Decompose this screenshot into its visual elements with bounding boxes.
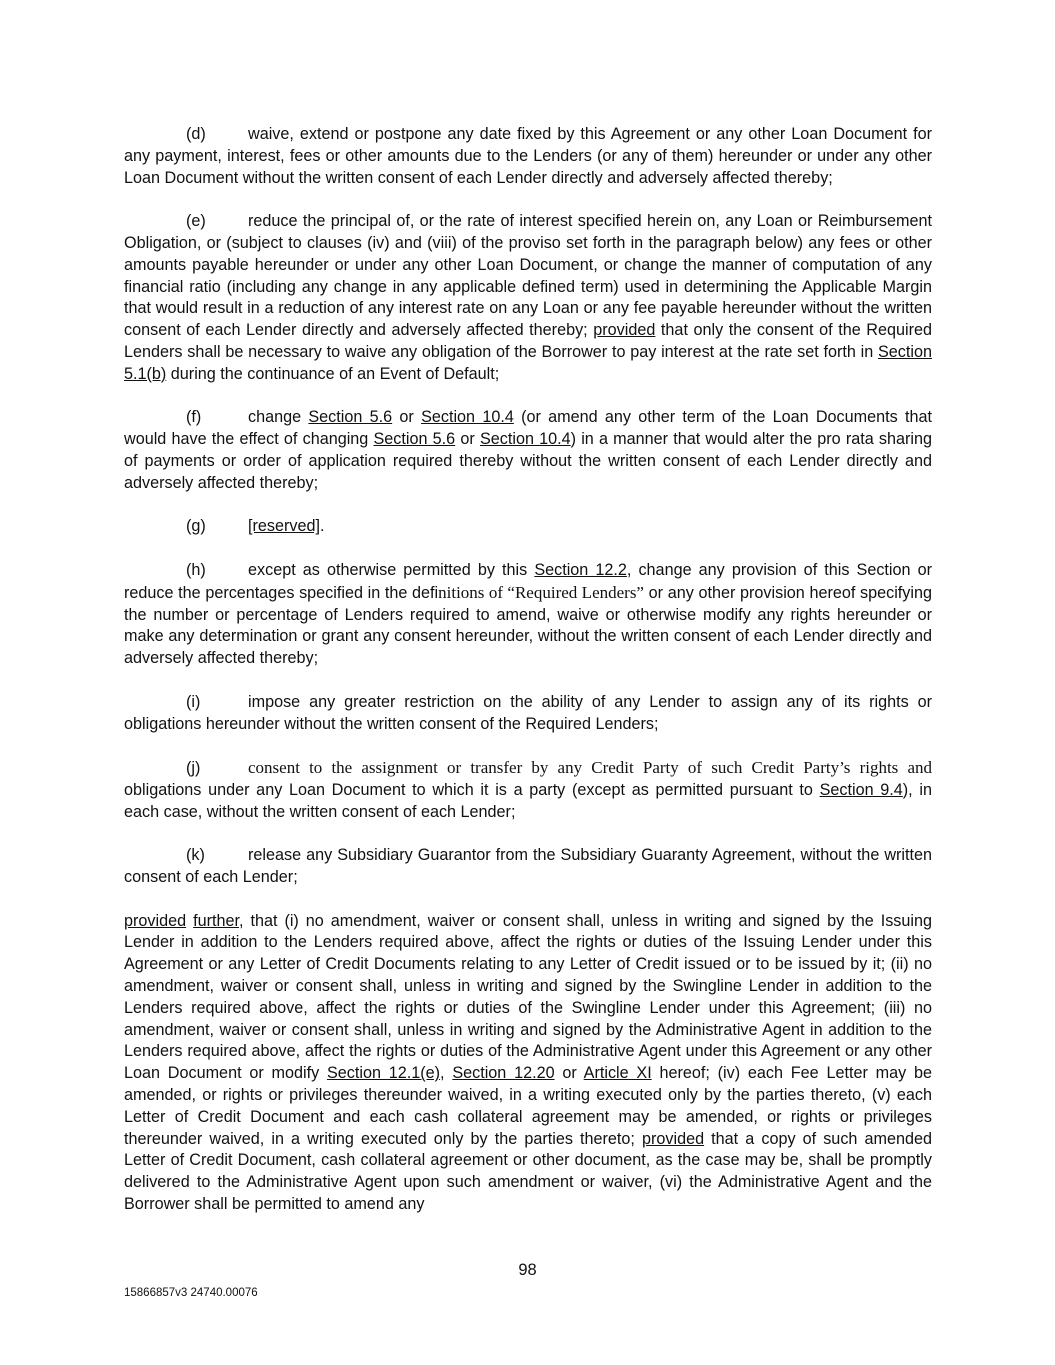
article-reference: Article XI xyxy=(583,1064,652,1083)
clause-e xyxy=(124,211,932,385)
proviso-text: , xyxy=(440,1064,453,1083)
clause-text: change xyxy=(248,408,309,427)
underlined-term: further xyxy=(193,911,239,930)
clause-label: (i) xyxy=(186,692,201,711)
proviso-text: hereof; (iv) each Fee Letter may be amended, or rights or privileges thereunder waived, in a writing executed only by the parties thereto, (v) each Letter of Credit Document and each cash collateral agreement may be amended, or rights or privileges thereunder waived, in a writing executed only by the parties thereto; xyxy=(124,1064,932,1148)
clause-label: (k) xyxy=(186,846,205,865)
clause-label: (d) xyxy=(186,125,206,143)
section-reference: Section 9.4 xyxy=(819,780,903,799)
section-reference: Section 5.1(b) xyxy=(124,342,932,383)
clause-text: , change any provision of this Section or reduce the percentages specified in the defi xyxy=(124,560,932,602)
section-reference: Section 12.1(e) xyxy=(326,1064,441,1083)
clause-label: (h) xyxy=(186,560,206,579)
section-reference: Section 12.20 xyxy=(452,1064,555,1083)
clause-g xyxy=(124,516,932,538)
clause-label: (g) xyxy=(186,517,206,536)
clause-label: (j) xyxy=(186,759,201,778)
section-reference: Section 10.4 xyxy=(421,408,514,427)
underlined-term: provided xyxy=(593,321,656,340)
clause-text: obligations under any Loan Document to which it is a party (except as permitted pursuant to xyxy=(124,780,820,799)
proviso-text: or xyxy=(554,1064,584,1083)
clause-text: nitions of “Required Lenders” xyxy=(438,582,644,602)
clause-label: (e) xyxy=(186,212,206,231)
section-reference: Section 10.4 xyxy=(479,430,571,449)
clause-text: . xyxy=(319,517,325,536)
section-reference: Section 5.6 xyxy=(308,408,393,427)
clause-h xyxy=(124,560,932,670)
clause-text: except as otherwise permitted by this xyxy=(248,560,535,579)
clause-text: or xyxy=(455,430,480,449)
clause-text: waive, extend or postpone any date fixed by this Agreement or any other Loan Document for any payment, interest, fees or other amounts due to the Lenders (or any of them) hereunder or under any other Loan Document without the written consent of each Lender directly and adversely affected thereby; xyxy=(124,125,932,187)
section-reference: Section 12.2 xyxy=(534,560,627,579)
clause-text: impose any greater restriction on the ability of any Lender to assign any of its rights or obligations hereunder without the written consent of the Required Lenders; xyxy=(124,692,932,733)
clause-text: during the continuance of an Event of Default; xyxy=(166,364,500,383)
proviso-text: that a copy of such amended Letter of Credit Document, cash collateral agreement or other document, as the case may be, shall be promptly delivered to the Administrative Agent upon such amendment or waiver, (vi) the Administrative Agent and the Borrower shall be permitted to amend any xyxy=(124,1129,932,1214)
clause-text: ) in a manner that would alter the pro rata sharing of payments or order of application required thereby without the written consent of each Lender directly and adversely affected thereby; xyxy=(124,430,933,492)
page-number: 98 xyxy=(518,1261,537,1279)
clause-text: (or amend any other term of the Loan Documents that would have the effect of changing xyxy=(124,408,932,449)
reserved-marker: [reserved] xyxy=(248,517,320,536)
clause-text: that only the consent of the Required Lenders shall be necessary to waive any obligation of the Borrower to pay interest at the rate set forth in xyxy=(124,321,932,361)
clause-j xyxy=(124,757,932,823)
underlined-term: provided xyxy=(641,1129,705,1148)
clause-text: release any Subsidiary Guarantor from the Subsidiary Guaranty Agreement, without the written consent of each Lender; xyxy=(124,846,932,887)
proviso-text: , that (i) no amendment, waiver or consent shall, unless in writing and signed by the Issuing Lender in addition to the Lenders required above, affect the rights or duties of the Issuing Lender under this Agreement or any Letter of Credit Documents relating to any Letter of Credit issued or to be issued by it; (ii) no amendment, waiver or consent shall, unless in writing and signed by the Swingline Lender in addition to the Lenders required above, affect the rights or duties of the Swingline Lender under this Agreement; (iii) no amendment, waiver or consent shall, unless in writing and signed by the Administrative Agent in addition to the Lenders required above, affect the rights or duties of the Administrative Agent under this Agreement or any other Loan Document or modify xyxy=(124,911,932,1083)
clause-label: (f) xyxy=(186,408,202,427)
proviso-paragraph xyxy=(124,911,932,1216)
clause-k xyxy=(124,845,932,889)
clause-f xyxy=(124,407,932,494)
clause-text: ), in each case, without the written consent of each Lender; xyxy=(124,780,932,821)
underlined-term: provided xyxy=(124,911,187,930)
clause-text: reduce the principal of, or the rate of interest specified herein on, any Loan or Reimbursement Obligation, or (subject to clauses (iv) and (viii) of the proviso set forth in the paragraph below) any fees or other amounts payable hereunder or under any other Loan Document, or change the manner of computation of any financial ratio (including any change in any applicable defined term) used in determining the Applicable Margin that would result in a reduction of any interest rate on any Loan or any fee payable hereunder without the written consent of each Lender directly and adversely affected thereby; xyxy=(124,212,932,340)
document-body xyxy=(124,124,932,1238)
clause-i xyxy=(124,692,932,736)
clause-d xyxy=(124,124,932,189)
clause-text: or xyxy=(392,408,422,427)
clause-text: consent to the assignment or transfer by any Credit Party of such Credit Party’s rights and xyxy=(248,758,932,778)
document-id: 15866857v3 24740.00076 xyxy=(124,1287,258,1299)
section-reference: Section 5.6 xyxy=(373,430,456,449)
clause-text: or any other provision hereof specifying the number or percentage of Lenders required to amend, waive or otherwise modify any rights hereunder or make any determination or grant any consent hereunder, without the written consent of each Lender directly and adversely affected thereby; xyxy=(124,583,932,668)
